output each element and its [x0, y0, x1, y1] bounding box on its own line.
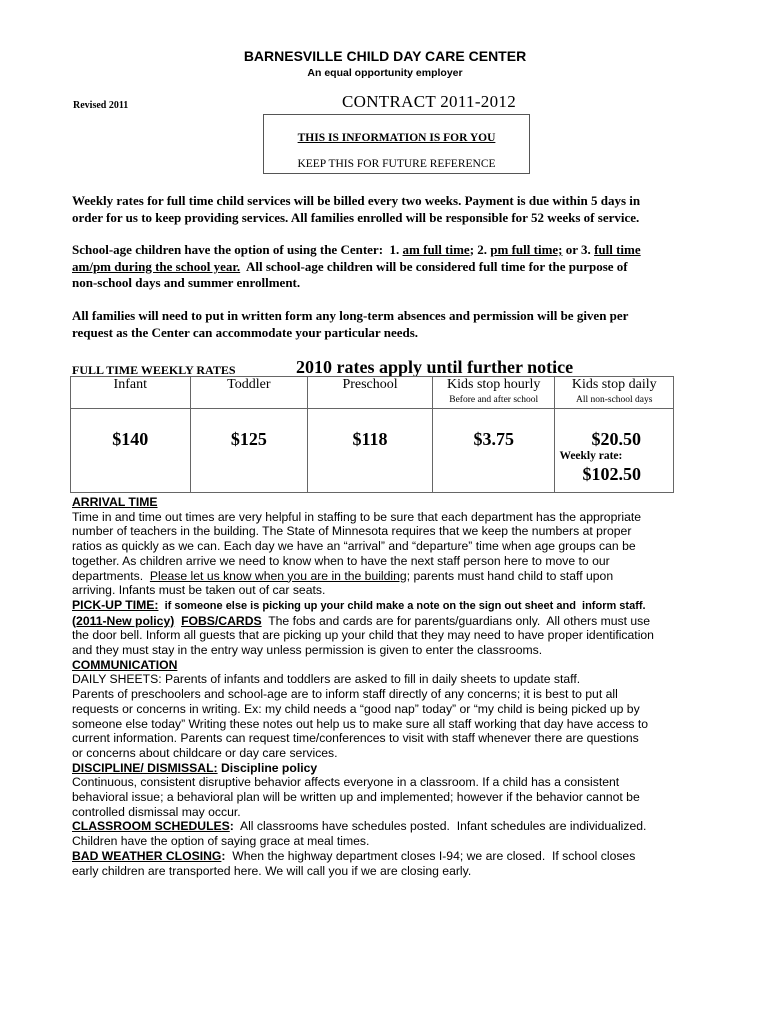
col-preschool: [308, 377, 433, 409]
col-label: Kids stop hourly: [447, 377, 541, 392]
absence-line-1: All families will need to put in written form any long-term absences and permission will be given per: [72, 308, 629, 323]
arrival-line: ratios as quickly as we can. Each day we have an “arrival” and “departure” time when age groups can be: [72, 539, 636, 554]
communication-line: current information. Parents can request time/conferences to visit with staff whenever there are questions: [72, 731, 639, 746]
price-cell: [71, 409, 191, 493]
weather-line: [72, 849, 702, 864]
weekly-rate-value: $102.50: [582, 464, 641, 484]
rates-header-row: [71, 377, 674, 409]
arrival-line: together. As children arrive we need to know when to have the next staff person here to move to our: [72, 553, 610, 568]
rates-paragraph: [72, 193, 712, 226]
fobs-text: The fobs and cards are for parents/guardians only. All others must use: [261, 613, 651, 628]
school-line-1: [72, 242, 712, 259]
col-label: Kids stop daily: [571, 377, 657, 392]
fobs-heading-policy: (2011-New policy): [72, 613, 175, 628]
absence-paragraph: [72, 308, 712, 341]
weekly-rate-label: Weekly rate:: [559, 450, 623, 462]
school-text: All school-age children will be considered full time for the purpose of: [240, 258, 628, 274]
pickup-text: if someone else is picking up your child make a note on the sign out sheet and inform staff.: [158, 599, 646, 612]
rates-price-row: [71, 409, 674, 493]
price-kids-hourly: $3.75: [473, 429, 514, 449]
arrival-text: ; parents must hand child to staff upon: [406, 568, 614, 583]
discipline-line: behavioral issue; a behavioral plan will be written up and implemented; however if the behavior cannot be: [72, 790, 640, 805]
col-kids-daily: [555, 377, 674, 409]
weather-colon: :: [221, 848, 226, 863]
price-cell: [432, 409, 555, 493]
col-sublabel: All non-school days: [575, 395, 653, 405]
price-cell: [308, 409, 433, 493]
arrival-line: Time in and time out times are very helpful in staffing to be sure that each department has the appropriate: [72, 509, 642, 524]
school-line-2: [72, 259, 712, 276]
pickup-heading: PICK-UP TIME:: [72, 597, 159, 612]
arrival-line: arriving. Infants must be taken out of car seats.: [72, 583, 326, 598]
communication-line: requests or concerns in writing. Ex: my child needs a “good nap” today” or “my child is being picked up by: [72, 701, 640, 716]
price-kids-daily: $20.50: [591, 429, 641, 449]
communication-heading: COMMUNICATION: [72, 657, 178, 672]
option-full-time-cont: am/pm during the school year.: [72, 258, 241, 274]
rates-table: [70, 376, 674, 493]
weather-text: When the highway department closes I-94; we are closed. If school closes: [225, 848, 636, 863]
communication-line: Parents of preschoolers and school-age are to inform staff directly of any concerns; it is best to put all: [72, 687, 618, 702]
communication-line: DAILY SHEETS: Parents of infants and toddlers are asked to fill in daily sheets to update staff.: [72, 672, 581, 687]
classroom-colon: :: [229, 819, 234, 834]
arrival-line: number of teachers in the building. The State of Minnesota requires that we keep the numbers at proper: [72, 524, 632, 539]
communication-line: or concerns about childcare or day care services.: [72, 745, 338, 760]
fobs-line: and they must stay in the entry way unless permission is given to enter the classrooms.: [72, 643, 543, 658]
price-cell: [555, 409, 674, 493]
arrival-emphasis: Please let us know when you are in the building: [149, 568, 407, 583]
school-text: ; 2.: [469, 242, 491, 257]
classroom-line: Children have the option of saying grace at meal times.: [72, 834, 370, 849]
fobs-heading: FOBS/CARDS: [181, 613, 262, 628]
price-toddler: $125: [230, 429, 267, 449]
price-cell: [190, 409, 308, 493]
price-infant: $140: [112, 429, 149, 449]
col-toddler: [190, 377, 308, 409]
arrival-heading: ARRIVAL TIME: [72, 495, 158, 509]
classroom-text: All classrooms have schedules posted. Infant schedules are individualized.: [233, 819, 647, 834]
school-text: or 3.: [562, 242, 595, 257]
fobs-line: the door bell. Inform all guests that are picking up your child that they may need to have proper identification: [72, 628, 654, 643]
col-sublabel: Before and after school: [449, 395, 539, 405]
col-kids-hourly: [432, 377, 555, 409]
communication-line: someone else today” Writing these notes out help us to make sure all staff working that day have access to: [72, 716, 649, 731]
rates-line-2: order for us to keep providing services. All families enrolled will be responsible for 52 weeks of service.: [72, 209, 640, 225]
school-line-3: non-school days and summer enrollment.: [72, 275, 301, 290]
arrival-text: departments.: [72, 568, 150, 583]
info-line-2: KEEP THIS FOR FUTURE REFERENCE: [297, 158, 496, 170]
discipline-subheading: Discipline policy: [217, 760, 318, 775]
policies-section: [72, 495, 702, 878]
option-pm-full-time: pm full time;: [490, 242, 563, 257]
col-label: Toddler: [227, 377, 271, 392]
price-preschool: $118: [352, 429, 388, 449]
org-name: BARNESVILLE CHILD DAY CARE CENTER: [243, 48, 527, 64]
revised-label: Revised 2011: [73, 100, 129, 111]
col-label: Preschool: [342, 377, 398, 392]
discipline-heading: DISCIPLINE/ DISMISSAL:: [72, 760, 218, 775]
fobs-line: [72, 614, 702, 629]
classroom-line: [72, 819, 702, 834]
absence-line-2: request as the Center can accommodate your particular needs.: [72, 324, 419, 340]
school-text: School-age children have the option of using the Center: 1.: [72, 242, 403, 257]
info-line-1: THIS IS INFORMATION IS FOR YOU: [297, 132, 496, 144]
col-infant: [71, 377, 191, 409]
org-subtitle: An equal opportunity employer: [307, 67, 463, 79]
discipline-line: Continuous, consistent disruptive behavior affects everyone in a classroom. If a child has a consistent: [72, 775, 620, 790]
rates-line-1: Weekly rates for full time child services will be billed every two weeks. Payment is due within 5 days in: [72, 193, 641, 208]
col-label: Infant: [113, 377, 147, 392]
weather-line: early children are transported here. We will call you if we are closing early.: [72, 863, 472, 878]
rates-notice: 2010 rates apply until further notice: [296, 357, 574, 377]
option-am-full-time: am full time: [402, 242, 470, 257]
contract-title: CONTRACT 2011-2012: [342, 92, 516, 111]
discipline-heading-line: [72, 761, 702, 776]
classroom-heading: CLASSROOM SCHEDULES: [72, 819, 230, 834]
rates-heading: FULL TIME WEEKLY RATES: [72, 363, 236, 377]
discipline-line: controlled dismissal may occur.: [72, 804, 241, 819]
arrival-line: [72, 569, 702, 584]
option-full-time: full time: [594, 242, 641, 257]
pickup-line: [72, 598, 702, 614]
school-age-paragraph: [72, 242, 712, 292]
weather-heading: BAD WEATHER CLOSING: [72, 848, 222, 863]
